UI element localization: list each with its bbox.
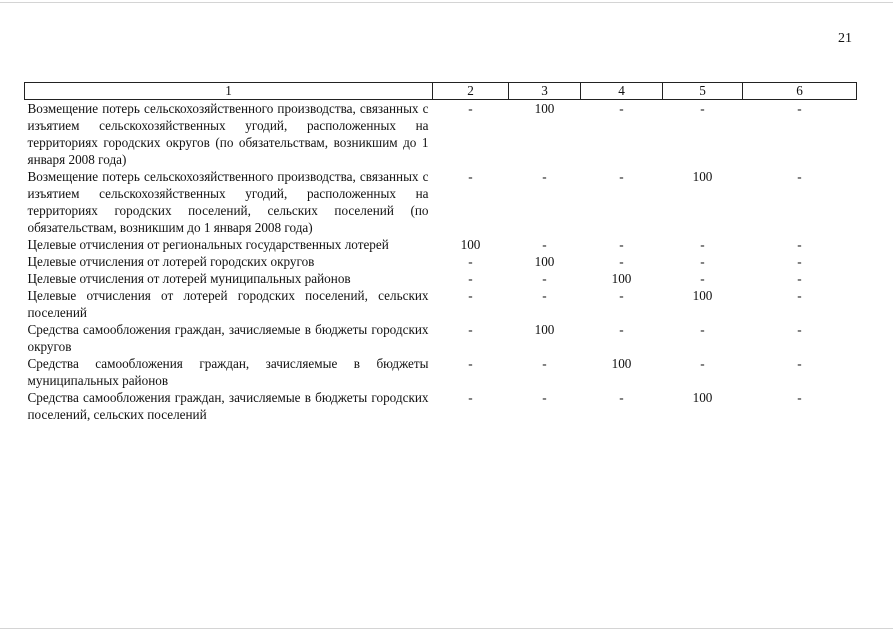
row-value-col-4: - <box>619 390 624 405</box>
row-value-col-2: - <box>468 356 473 371</box>
page-number: 21 <box>838 31 852 46</box>
row-value-col-4: - <box>619 288 624 303</box>
row-value-col-3: 100 <box>534 322 555 337</box>
table-row <box>25 270 857 287</box>
row-value-col-3: - <box>542 356 547 371</box>
row-value-col-6: - <box>797 390 802 405</box>
row-value-col-6: - <box>797 288 802 303</box>
row-value-col-6: - <box>797 271 802 286</box>
table-header-row <box>25 83 857 100</box>
row-description: Средства самообложения граждан, зачисляемые в бюджеты муниципальных районов <box>27 356 429 388</box>
row-value-col-6: - <box>797 169 802 184</box>
row-value-col-5: 100 <box>692 390 713 405</box>
row-description: Средства самообложения граждан, зачисляемые в бюджеты городских поселений, сельских поселений <box>27 390 429 422</box>
table-row <box>25 389 857 423</box>
row-value-col-3: - <box>542 271 547 286</box>
row-value-col-2: 100 <box>460 237 481 252</box>
row-description: Средства самообложения граждан, зачисляемые в бюджеты городских округов <box>27 322 429 354</box>
column-header: 2 <box>433 83 509 100</box>
row-value-col-5: - <box>700 271 705 286</box>
row-value-col-4: - <box>619 169 624 184</box>
row-value-col-5: - <box>700 356 705 371</box>
row-description: Целевые отчисления от лотерей городских поселений, сельских поселений <box>27 288 429 320</box>
row-value-col-5: 100 <box>692 169 713 184</box>
row-description: Целевые отчисления от лотерей городских округов <box>27 254 315 269</box>
column-header: 5 <box>663 83 743 100</box>
row-value-col-4: - <box>619 254 624 269</box>
row-value-col-6: - <box>797 254 802 269</box>
table-row <box>25 287 857 321</box>
row-value-col-5: - <box>700 254 705 269</box>
scan-edge-top <box>0 2 893 3</box>
row-value-col-6: - <box>797 101 802 116</box>
scan-edge-bottom <box>0 628 893 629</box>
row-description: Возмещение потерь сельскохозяйственного производства, связанных с изъятием сельскохозяйственных угодий, расположенных на территориях городских округов (по обязательствам, возникшим до 1 января 2008 года) <box>27 101 429 167</box>
row-value-col-4: 100 <box>611 356 632 371</box>
row-value-col-3: - <box>542 237 547 252</box>
row-value-col-5: 100 <box>692 288 713 303</box>
table-row <box>25 355 857 389</box>
row-description: Целевые отчисления от лотерей муниципальных районов <box>27 271 351 286</box>
row-value-col-4: - <box>619 322 624 337</box>
row-value-col-5: - <box>700 322 705 337</box>
row-value-col-3: - <box>542 169 547 184</box>
row-value-col-4: - <box>619 237 624 252</box>
table-row <box>25 253 857 270</box>
column-header: 1 <box>25 83 433 100</box>
table-row <box>25 100 857 169</box>
column-header: 6 <box>743 83 857 100</box>
column-header: 4 <box>581 83 663 100</box>
row-value-col-3: - <box>542 390 547 405</box>
table-row <box>25 321 857 355</box>
row-value-col-2: - <box>468 390 473 405</box>
row-value-col-3: - <box>542 288 547 303</box>
row-value-col-2: - <box>468 271 473 286</box>
row-value-col-3: 100 <box>534 101 555 116</box>
row-value-col-2: - <box>468 288 473 303</box>
row-description: Возмещение потерь сельскохозяйственного производства, связанных с изъятием сельскохозяйственных угодий, расположенных на территориях городских поселений, сельских поселений (по обязательствам, возникшим до 1 января 2008 года) <box>27 169 429 235</box>
row-value-col-5: - <box>700 101 705 116</box>
row-value-col-6: - <box>797 322 802 337</box>
row-value-col-6: - <box>797 237 802 252</box>
table-row <box>25 168 857 236</box>
row-value-col-2: - <box>468 101 473 116</box>
row-value-col-4: 100 <box>611 271 632 286</box>
row-value-col-2: - <box>468 322 473 337</box>
row-value-col-6: - <box>797 356 802 371</box>
revenue-distribution-table <box>24 82 857 423</box>
table-row <box>25 236 857 253</box>
row-value-col-2: - <box>468 254 473 269</box>
row-value-col-2: - <box>468 169 473 184</box>
row-value-col-5: - <box>700 237 705 252</box>
row-description: Целевые отчисления от региональных государственных лотерей <box>27 237 389 252</box>
row-value-col-4: - <box>619 101 624 116</box>
column-header: 3 <box>509 83 581 100</box>
row-value-col-3: 100 <box>534 254 555 269</box>
